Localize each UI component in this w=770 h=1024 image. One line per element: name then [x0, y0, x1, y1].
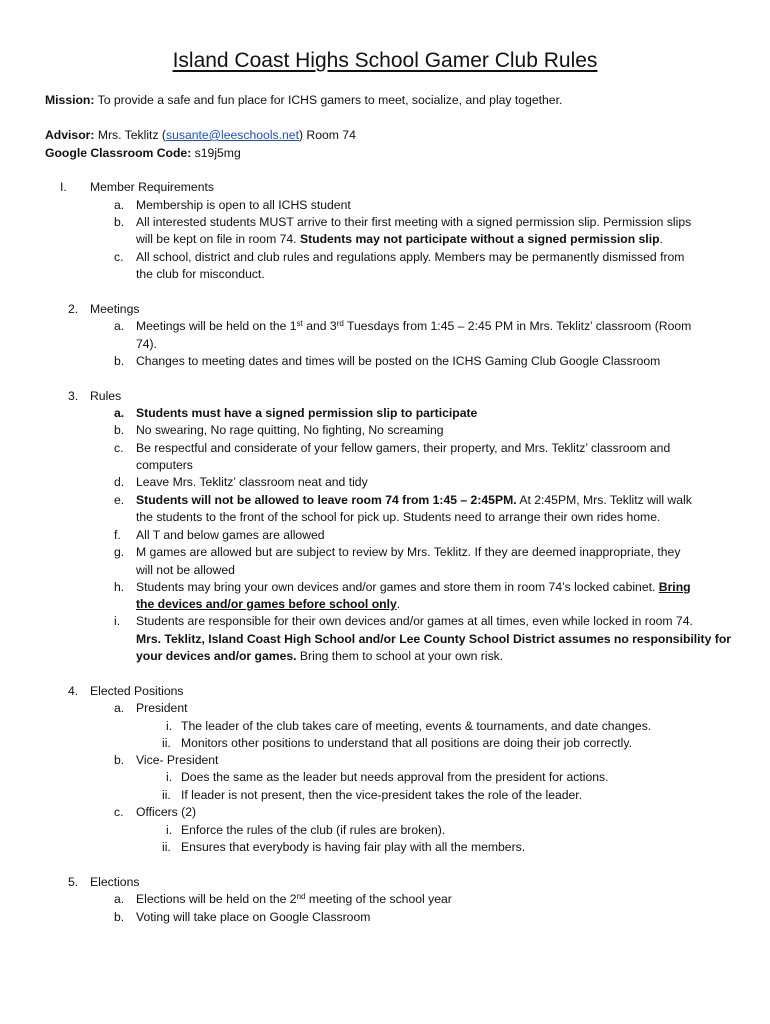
ordinal-suffix: nd	[296, 892, 306, 901]
list-item-continuation	[136, 231, 663, 248]
item-marker: g.	[114, 545, 125, 559]
list-item-text: and 3	[302, 319, 337, 333]
mission-line	[45, 92, 562, 109]
list-item-text: meeting of the school year	[305, 892, 452, 906]
list-item: All interested students MUST arrive to their first meeting with a signed permission slip. Permission slips	[136, 215, 692, 229]
list-item-text: Meetings will be held on the 1	[136, 319, 297, 333]
section-marker: 3.	[68, 389, 79, 403]
section-heading: Rules	[90, 389, 122, 403]
item-marker: c.	[114, 805, 124, 819]
list-item-continuation	[136, 648, 503, 665]
list-item	[136, 492, 692, 509]
list-item-text: Bring them to school at your own risk.	[296, 649, 504, 663]
ordinal-suffix: st	[296, 319, 303, 328]
list-item-text: Tuesdays from 1:45 – 2:45 PM in Mrs. Teklitz’ classroom (Room	[343, 319, 692, 333]
list-item-continuation: the students to the front of the school for pick up. Students need to arrange their own rides home.	[136, 510, 661, 524]
list-item	[136, 318, 691, 335]
list-item: Voting will take place on Google Classroom	[136, 910, 371, 924]
list-item: Changes to meeting dates and times will be posted on the ICHS Gaming Club Google Classroom	[136, 354, 661, 368]
list-item-continuation: Mrs. Teklitz, Island Coast High School and/or Lee County School District assumes no responsibility for	[136, 632, 732, 646]
list-item-continuation: the club for misconduct.	[136, 267, 265, 281]
subitem-marker: ii.	[162, 736, 171, 750]
item-marker: f.	[114, 528, 121, 542]
section-marker: 2.	[68, 302, 79, 316]
list-subitem: Does the same as the leader but needs approval from the president for actions.	[181, 770, 609, 784]
list-subitem: Ensures that everybody is having fair play with all the members.	[181, 840, 526, 854]
list-item: No swearing, No rage quitting, No fighting, No screaming	[136, 423, 444, 437]
item-marker: a.	[114, 701, 125, 715]
classroom-code-line	[45, 145, 241, 162]
list-item: Membership is open to all ICHS student	[136, 198, 351, 212]
list-item: Leave Mrs. Teklitz’ classroom neat and tidy	[136, 475, 368, 489]
item-marker: b.	[114, 354, 125, 368]
list-item-text: Elections will be held on the 2	[136, 892, 297, 906]
item-marker: b.	[114, 753, 125, 767]
position-label: Vice- President	[136, 753, 219, 767]
advisor-line	[45, 127, 356, 144]
list-item-continuation: computers	[136, 458, 193, 472]
item-marker: a.	[114, 892, 125, 906]
list-item-continuation	[136, 596, 400, 613]
subitem-marker: i.	[166, 719, 173, 733]
subitem-marker: i.	[166, 823, 173, 837]
list-item	[136, 579, 691, 596]
page-title: Island Coast Highs School Gamer Club Rules	[172, 49, 598, 72]
item-marker: b.	[114, 910, 125, 924]
classroom-code-value: s19j5mg	[191, 146, 241, 160]
section-marker: 4.	[68, 684, 79, 698]
list-item-emphasis: Bring	[658, 580, 691, 594]
item-marker: a.	[114, 198, 125, 212]
classroom-code-label: Google Classroom Code:	[45, 146, 192, 160]
list-item: All school, district and club rules and regulations apply. Members may be permanently dismissed from	[136, 250, 685, 264]
list-item: All T and below games are allowed	[136, 528, 325, 542]
list-item-text: At 2:45PM, Mrs. Teklitz will walk	[516, 493, 692, 507]
list-item: M games are allowed but are subject to review by Mrs. Teklitz. If they are deemed inappropriate, they	[136, 545, 681, 559]
list-subitem: Monitors other positions to understand that all positions are doing their job correctly.	[181, 736, 632, 750]
position-label: President	[136, 701, 188, 715]
item-marker: b.	[114, 215, 125, 229]
section-heading: Elections	[90, 875, 140, 889]
list-item-text: .	[396, 597, 401, 611]
list-item: Students must have a signed permission slip to participate	[136, 406, 478, 420]
list-item-bold-text: Students will not be allowed to leave room 74 from 1:45 – 2:45PM.	[136, 493, 517, 507]
advisor-email-link[interactable]: susante@leeschools.net	[165, 128, 299, 142]
list-item-continuation: 74).	[136, 337, 158, 351]
subitem-marker: ii.	[162, 788, 171, 802]
advisor-name: Mrs. Teklitz (	[94, 128, 166, 142]
item-marker: d.	[114, 475, 125, 489]
list-item: Be respectful and considerate of your fellow gamers, their property, and Mrs. Teklitz’ classroom and	[136, 441, 671, 455]
section-heading: Elected Positions	[90, 684, 184, 698]
list-item: Students are responsible for their own devices and/or games at all times, even while locked in room 74.	[136, 614, 693, 628]
item-marker: e.	[114, 493, 125, 507]
subitem-marker: i.	[166, 770, 173, 784]
list-item-emphasis: the devices and/or games before school only	[136, 597, 397, 611]
section-heading: Meetings	[90, 302, 140, 316]
mission-text: To provide a safe and fun place for ICHS gamers to meet, socialize, and play together.	[94, 93, 563, 107]
ordinal-suffix: rd	[336, 319, 344, 328]
item-marker: c.	[114, 441, 124, 455]
mission-label: Mission:	[45, 93, 95, 107]
position-label: Officers (2)	[136, 805, 197, 819]
list-subitem: The leader of the club takes care of meeting, events & tournaments, and date changes.	[181, 719, 652, 733]
item-marker: b.	[114, 423, 125, 437]
section-marker: I.	[60, 180, 67, 194]
section-heading: Member Requirements	[90, 180, 214, 194]
list-item-text: .	[659, 232, 663, 246]
item-marker: a.	[114, 406, 125, 420]
list-item-text: will be kept on file in room 74.	[136, 232, 300, 246]
item-marker: h.	[114, 580, 125, 594]
advisor-label: Advisor:	[45, 128, 95, 142]
subitem-marker: ii.	[162, 840, 171, 854]
list-subitem: Enforce the rules of the club (if rules are broken).	[181, 823, 446, 837]
list-subitem: If leader is not present, then the vice-president takes the role of the leader.	[181, 788, 583, 802]
item-marker: c.	[114, 250, 124, 264]
item-marker: i.	[114, 614, 121, 628]
list-item-bold-text: your devices and/or games.	[136, 649, 297, 663]
list-item	[136, 891, 452, 908]
list-item-bold-text: Students may not participate without a signed permission slip	[299, 232, 660, 246]
list-item-continuation: will not be allowed	[136, 563, 235, 577]
advisor-room: ) Room 74	[298, 128, 356, 142]
item-marker: a.	[114, 319, 125, 333]
list-item-text: Students may bring your own devices and/or games and store them in room 74’s locked cabinet.	[136, 580, 659, 594]
section-marker: 5.	[68, 875, 79, 889]
